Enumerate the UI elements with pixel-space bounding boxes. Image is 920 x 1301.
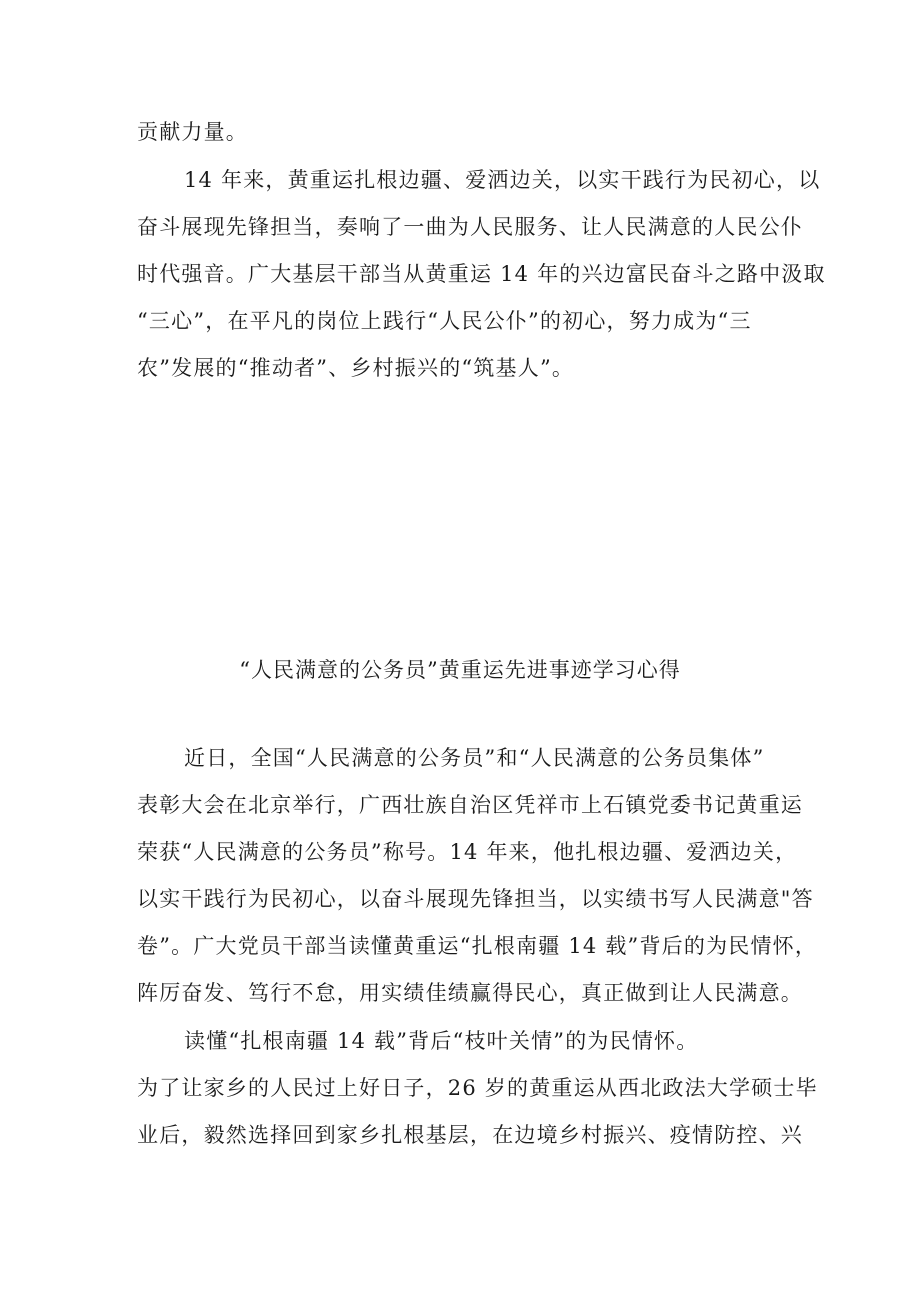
paragraph-line: 时代强音。广大基层干部当从黄重运 14 年的兴边富民奋斗之路中汲取 bbox=[137, 262, 826, 286]
paragraph-line: 为了让家乡的人民过上好日子，26 岁的黄重运从西北政法大学硕士毕 bbox=[137, 1076, 818, 1100]
paragraph-line: 奋斗展现先锋担当，奏响了一曲为人民服务、让人民满意的人民公仆 bbox=[137, 215, 803, 239]
paragraph-line: 表彰大会在北京举行，广西壮族自治区凭祥市上石镇党委书记黄重运 bbox=[137, 793, 803, 817]
paragraph-line: 贡献力量。 bbox=[137, 120, 248, 144]
paragraph-line: 业后，毅然选择回到家乡扎根基层，在边境乡村振兴、疫情防控、兴 bbox=[137, 1123, 803, 1147]
paragraph-line: 农”发展的“推动者”、乡村振兴的“筑基人”。 bbox=[137, 356, 575, 380]
paragraph-line: 以实干践行为民初心，以奋斗展现先锋担当，以实绩书写人民满意"答 bbox=[137, 887, 814, 911]
paragraph-line: 近日，全国“人民满意的公务员”和“人民满意的公务员集体” bbox=[184, 746, 765, 770]
paragraph-line: 卷”。广大党员干部当读懂黄重运“扎根南疆 14 载”背后的为民情怀， bbox=[137, 934, 818, 958]
paragraph-line: “三心”，在平凡的岗位上践行“人民公仆”的初心，努力成为“三 bbox=[137, 309, 752, 333]
paragraph-line: 阵厉奋发、笃行不怠，用实绩佳绩赢得民心，真正做到让人民满意。 bbox=[137, 981, 803, 1005]
section-heading: 读懂“扎根南疆 14 载”背后“枝叶关情”的为民情怀。 bbox=[184, 1029, 699, 1053]
paragraph-line: 14 年来，黄重运扎根边疆、爱洒边关，以实干践行为民初心，以 bbox=[184, 168, 821, 192]
paragraph-line: 荣获“人民满意的公务员”称号。14 年来，他扎根边疆、爱洒边关， bbox=[137, 840, 798, 864]
article-title: “人民满意的公务员”黄重运先进事迹学习心得 bbox=[239, 658, 681, 682]
